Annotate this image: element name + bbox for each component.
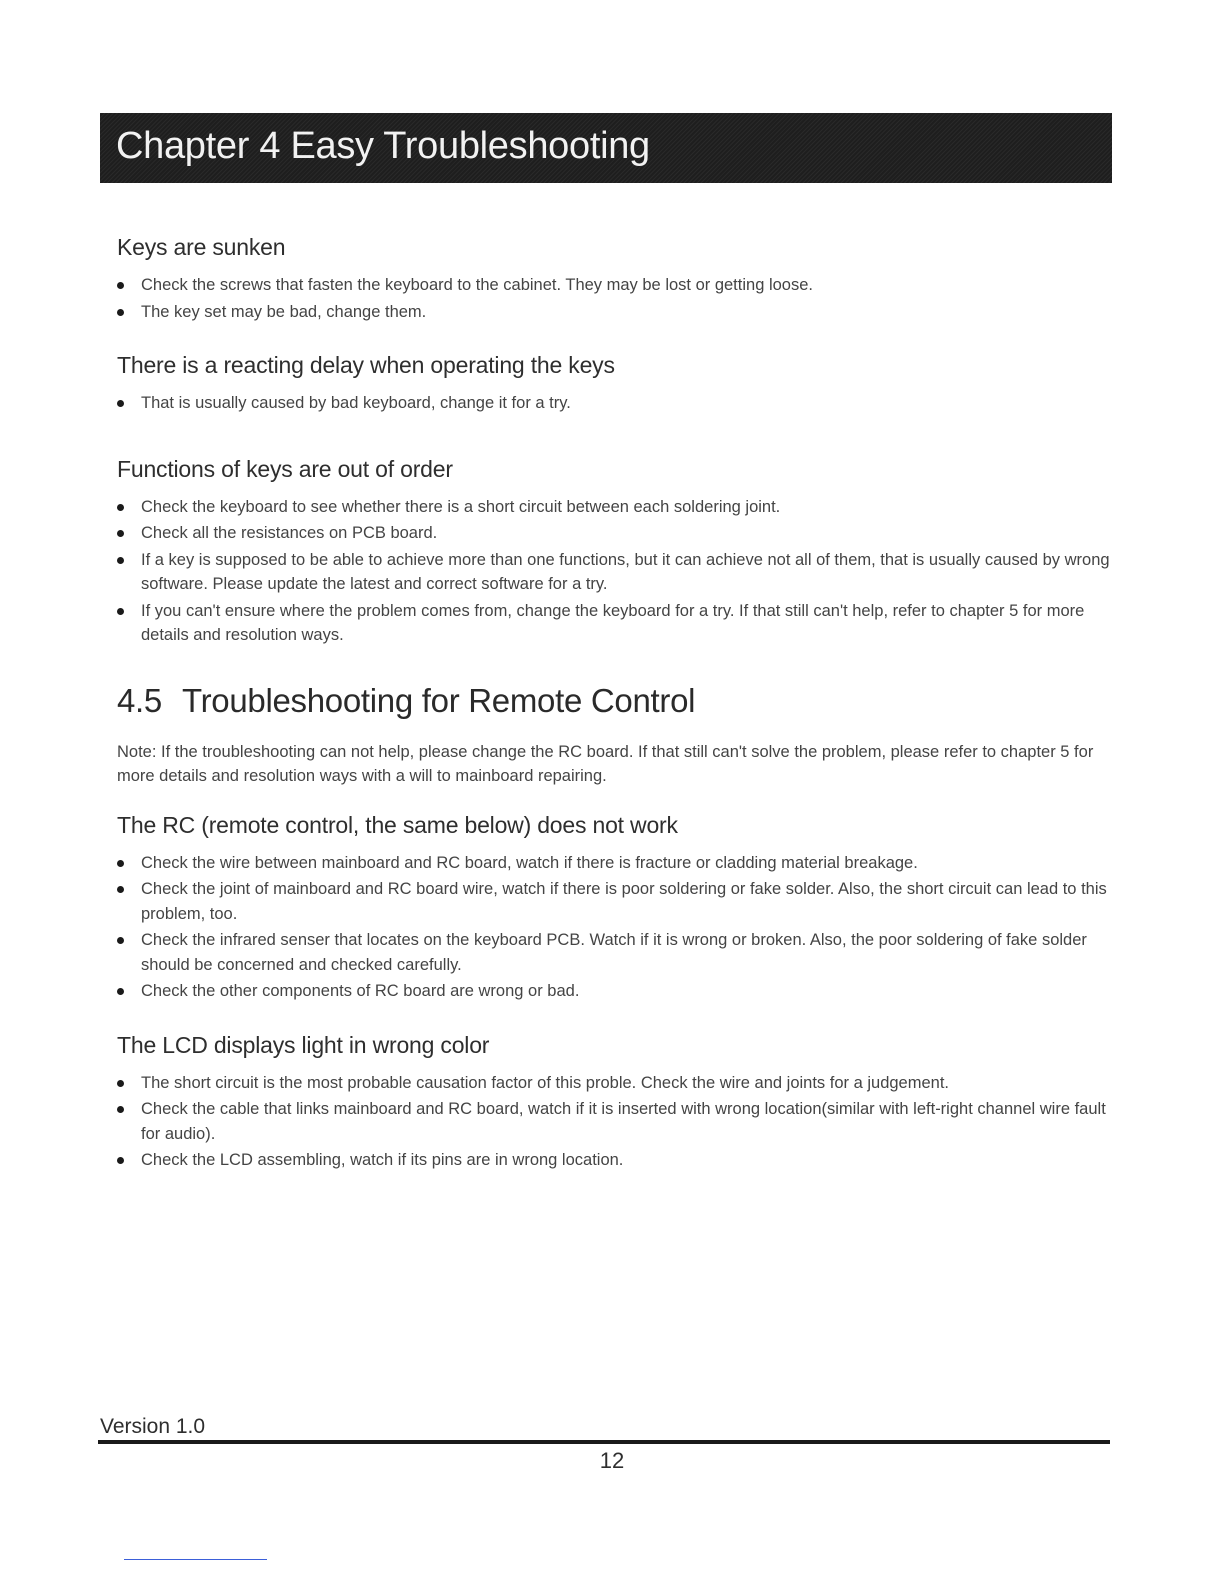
subheading-lcd-color: The LCD displays light in wrong color	[117, 1031, 490, 1058]
subheading-keys-sunken: Keys are sunken	[117, 234, 286, 260]
bullet-icon	[117, 886, 124, 893]
list-item-text: That is usually caused by bad keyboard, change it for a try.	[141, 394, 571, 412]
list-item-text: Check all the resistances on PCB board.	[141, 524, 438, 542]
chapter-banner	[100, 113, 1112, 183]
bullet-icon	[117, 309, 124, 316]
section-number: 4.5	[117, 681, 162, 719]
bullet-icon	[117, 1106, 124, 1113]
list-item	[117, 928, 1117, 977]
list-item-text: Check the screws that fasten the keyboard to the cabinet. They may be lost or getting loose.	[141, 276, 813, 294]
list-item	[117, 521, 1117, 546]
section-rc-not-work	[117, 812, 1117, 1004]
subheading-reacting-delay: There is a reacting delay when operating the keys	[117, 352, 615, 378]
list-item-text: Check the other components of RC board are wrong or bad.	[141, 982, 580, 1000]
list-item-text: Check the LCD assembling, watch if its pins are in wrong location.	[141, 1151, 624, 1169]
list-item	[117, 877, 1117, 926]
section-reacting-delay	[117, 352, 1117, 416]
list-item	[117, 495, 1117, 520]
subheading-functions-order: Functions of keys are out of order	[117, 455, 453, 482]
bullet-icon	[117, 988, 124, 995]
bullet-icon	[117, 937, 124, 944]
list-item-text: Check the wire between mainboard and RC board, watch if there is fracture or cladding material breakage.	[141, 853, 918, 872]
bullet-icon	[117, 282, 124, 289]
page-number: 12	[599, 1448, 625, 1473]
section-title-text: Troubleshooting for Remote Control	[181, 681, 696, 719]
list-item	[117, 548, 1117, 597]
list-item	[117, 979, 1117, 1004]
list-item-text: Check the keyboard to see whether there is a short circuit between each soldering joint.	[141, 497, 781, 516]
list-item-text: If you can't ensure where the problem comes from, change the keyboard for a try. If that still can't help, refer to chapter 5 for more details and resolution ways.	[141, 601, 1085, 644]
section-functions-order	[117, 456, 1117, 648]
chapter-title: Chapter 4 Easy Troubleshooting	[116, 125, 650, 167]
list-item	[117, 1097, 1117, 1146]
bullet-list	[117, 851, 1117, 1004]
list-item-text: If a key is supposed to be able to achieve more than one functions, but it can achieve not all of them, that is usually caused by wrong software. Please update the latest and correct software for a try.	[141, 550, 1110, 593]
list-item	[117, 851, 1117, 876]
footnote-link-rule	[124, 1559, 267, 1560]
subheading-rc-not-work: The RC (remote control, the same below) does not work	[117, 811, 678, 838]
bullet-list	[117, 391, 1117, 416]
list-item-text: Check the cable that links mainboard and RC board, watch if it is inserted with wrong location(similar with left-right channel wire fault for audio).	[141, 1100, 1106, 1143]
list-item-text: Check the infrared senser that locates on the keyboard PCB. Watch if it is wrong or broken. Also, the poor soldering of fake solder should be concerned and checked carefully.	[141, 931, 1087, 974]
bullet-icon	[117, 557, 124, 564]
bullet-icon	[117, 860, 124, 867]
bullet-list	[117, 1071, 1117, 1173]
note-paragraph: Note: If the troubleshooting can not help, please change the RC board. If that still can't solve the problem, please refer to chapter 5 for more details and resolution ways with a will to mainboard repairing.	[117, 742, 1094, 785]
list-item	[117, 599, 1117, 648]
list-item	[117, 273, 1117, 298]
bullet-icon	[117, 1080, 124, 1087]
bullet-icon	[117, 530, 124, 537]
bullet-icon	[117, 400, 124, 407]
section-keys-sunken	[117, 234, 1117, 324]
version-label: Version 1.0	[100, 1415, 206, 1438]
bullet-list	[117, 273, 1117, 324]
section-heading-4-5	[117, 682, 1117, 720]
list-item	[117, 391, 1117, 416]
list-item-text: The key set may be bad, change them.	[141, 302, 427, 321]
bullet-icon	[117, 608, 124, 615]
list-item-text: Check the joint of mainboard and RC board wire, watch if there is poor soldering or fake solder. Also, the short circuit can lead to this problem, too.	[141, 880, 1107, 923]
bullet-icon	[117, 1157, 124, 1164]
bullet-icon	[117, 504, 124, 511]
list-item	[117, 1148, 1117, 1173]
bullet-list	[117, 495, 1117, 648]
footer-divider	[98, 1440, 1110, 1444]
section-lcd-color	[117, 1032, 1117, 1173]
list-item	[117, 1071, 1117, 1096]
list-item-text: The short circuit is the most probable causation factor of this proble. Check the wire and joints for a judgement.	[141, 1073, 949, 1092]
list-item	[117, 300, 1117, 325]
page-content	[117, 234, 1117, 1201]
